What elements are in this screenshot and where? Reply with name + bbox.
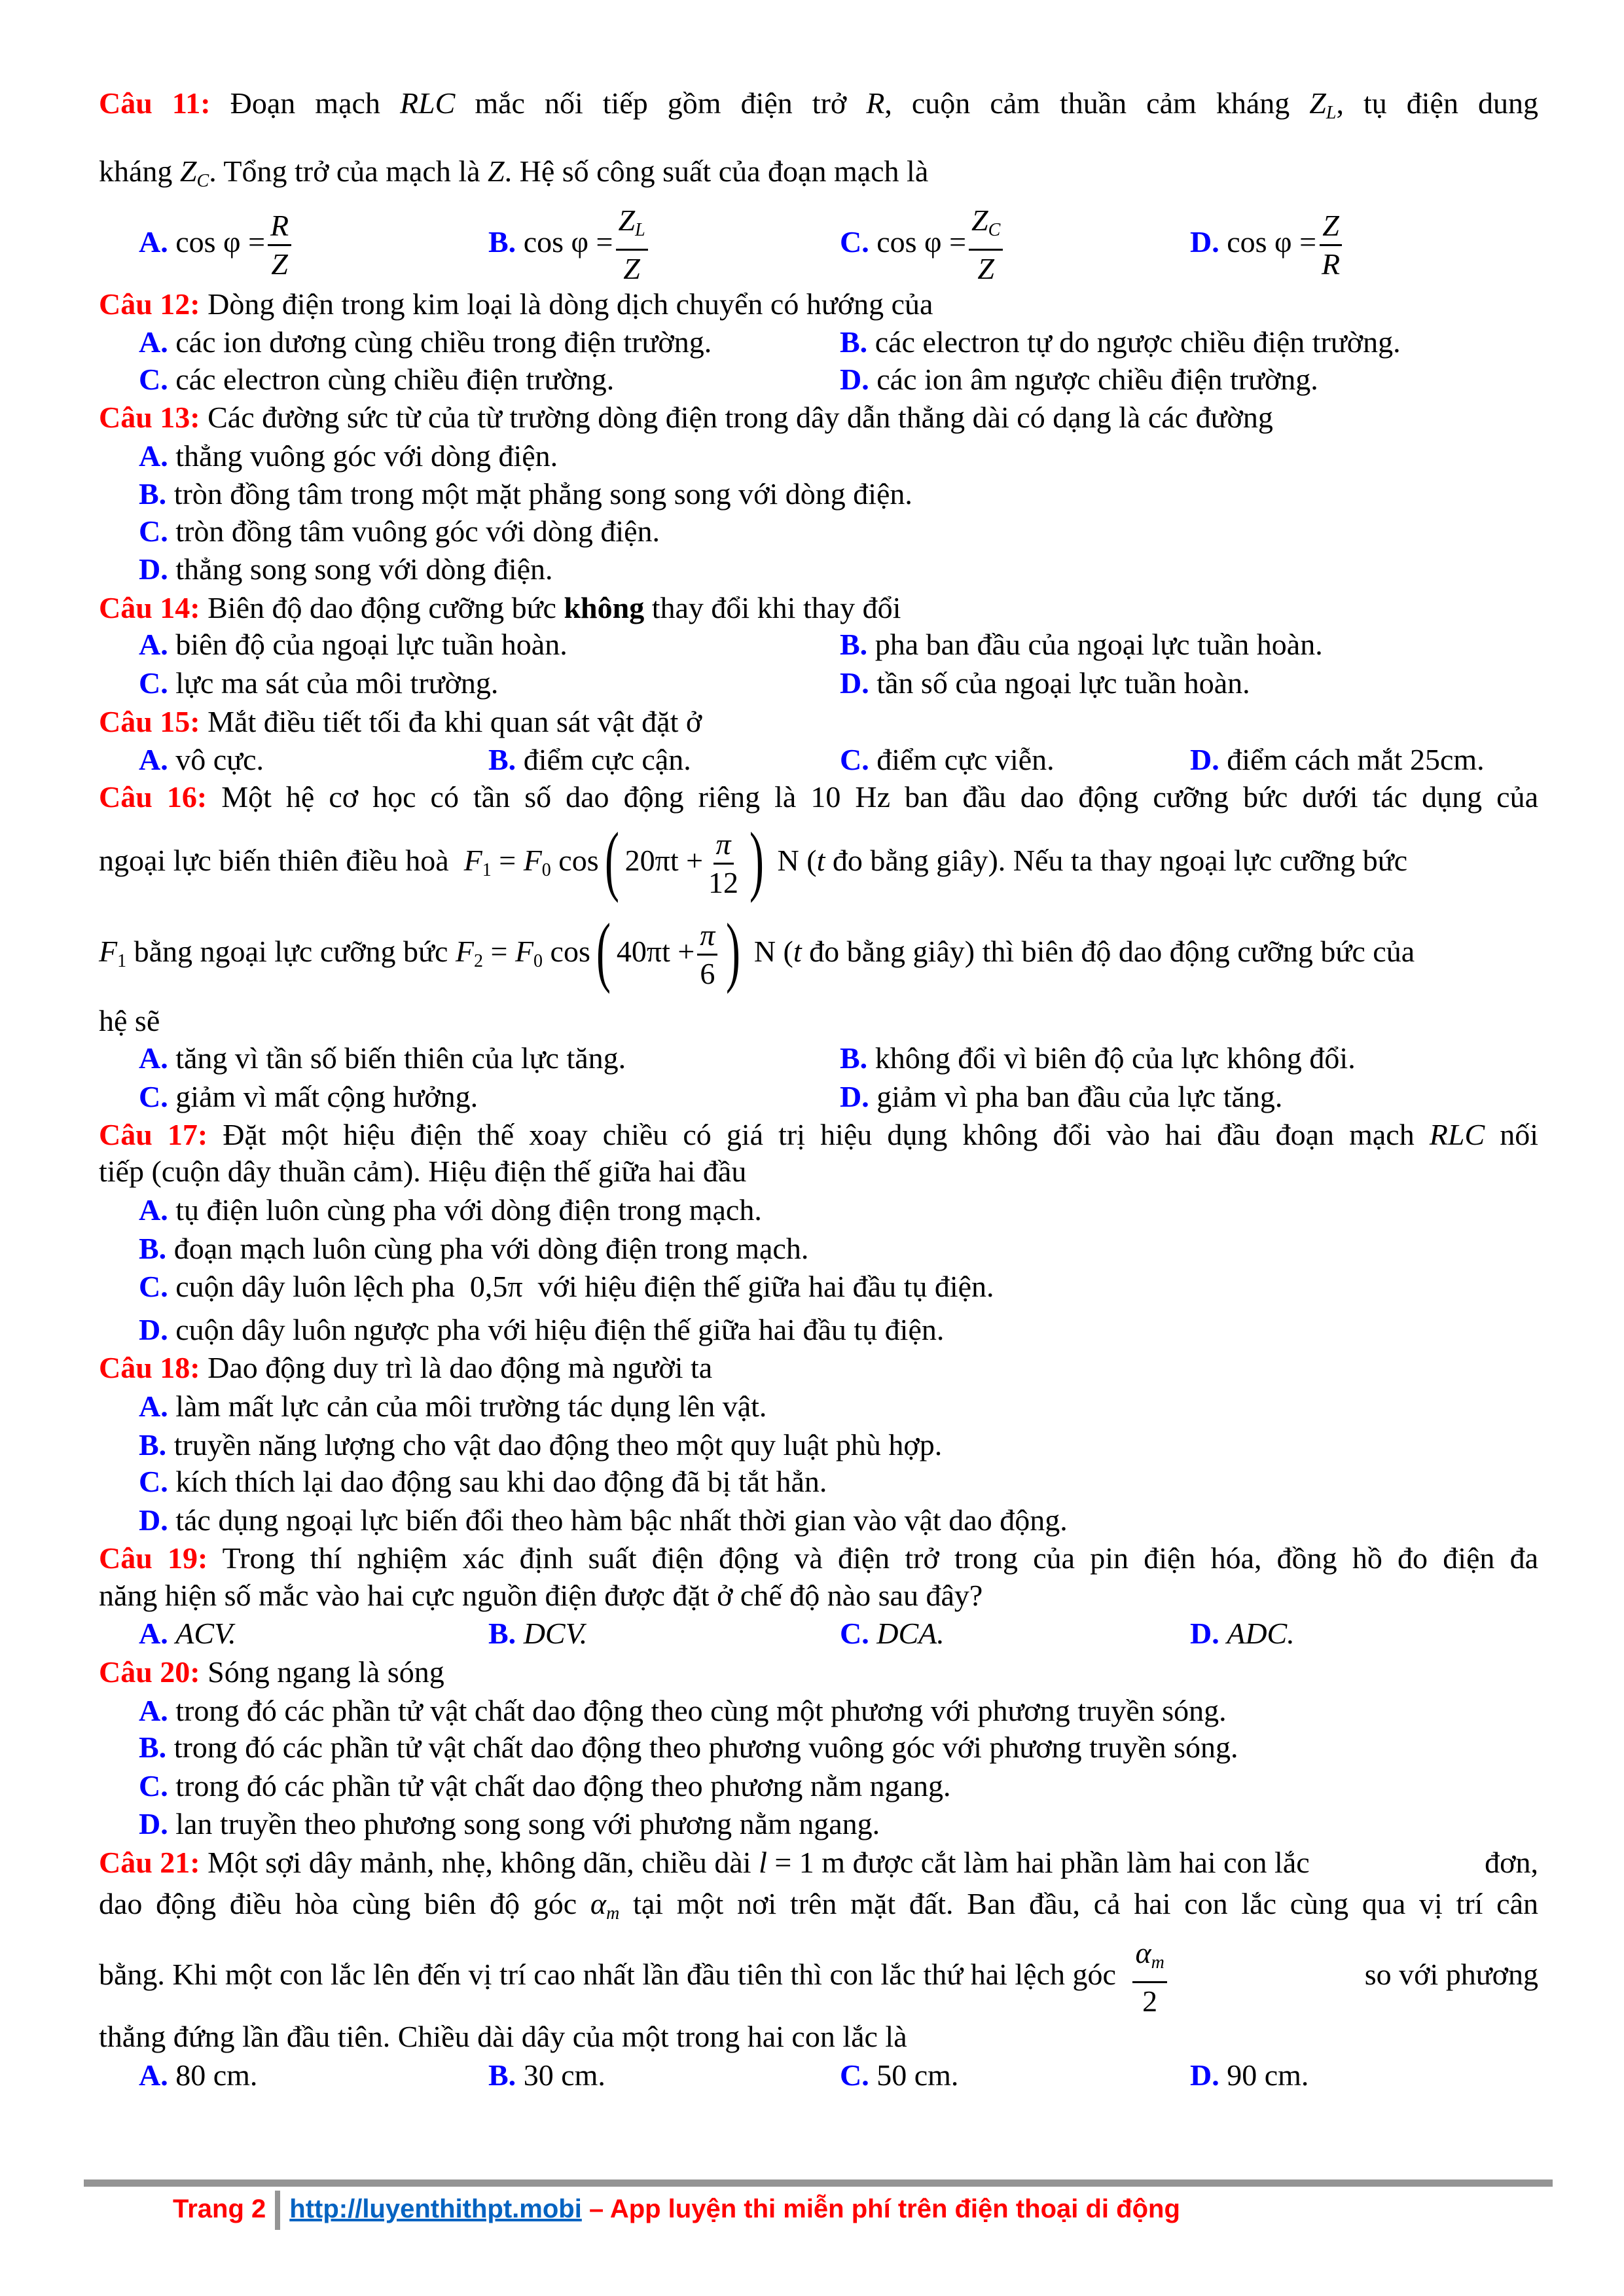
numerator: R [268,207,291,246]
paren-open: ( [604,816,619,904]
option-text: trong đó các phần tử vật chất dao động theo phương vuông góc với phương truyền sóng. [173,1731,1238,1764]
option-letter: C. [840,2058,869,2092]
option-text: làm mất lực cản của môi trường tác dụng lên vật. [175,1390,767,1423]
option-letter: A. [139,1193,168,1227]
option-letter: C. [139,1769,168,1803]
option-text: 90 cm. [1227,2058,1309,2092]
text: Biên độ dao động cưỡng bức [208,591,564,624]
math-sub: 2 [473,951,483,971]
option-letter: B. [139,1428,167,1462]
option-text: lực ma sát của môi trường. [175,666,499,700]
option-text: giảm vì mất cộng hưởng. [175,1080,478,1113]
math: = [482,935,515,968]
text: Trong thí nghiệm xác định suất điện động và điện trở trong của pin điện hóa, đồng hồ đo điện đa [222,1541,1539,1575]
math: cos φ = [175,225,266,259]
text: đơn, [1485,1846,1538,1879]
option-text: trong đó các phần tử vật chất dao động theo phương nằm ngang. [175,1769,951,1803]
option-text: giảm vì pha ban đầu của lực tăng. [876,1080,1283,1113]
footer-separator [275,2191,280,2230]
question-label: Câu 20: [99,1655,200,1689]
option-letter: C. [139,363,168,396]
q19-stem-line1 [99,1539,1538,1577]
denominator: Z [623,252,640,286]
option-b [840,323,1401,361]
option-a [139,1191,1538,1229]
denominator: Z [977,252,994,286]
text: tiếp (cuộn dây thuần cảm). Hiệu điện thế giữa hai đầu [99,1155,747,1188]
numerator: Z [971,204,988,238]
math-sub: 0 [541,860,551,880]
option-text: truyền năng lượng cho vật dao động theo một quy luật phù hợp. [173,1428,943,1462]
q12-options-row2 [139,361,1538,399]
math: cos [543,935,590,968]
option-letter: C. [139,1465,168,1498]
text: bằng. Khi một con lắc lên đến vị trí cao nhất lần đầu tiên thì con lắc thứ hai lệch góc [99,1958,1116,1991]
text: so với phương [1364,1958,1538,1991]
option-letter: D. [139,1807,168,1840]
text: N ( [777,844,817,877]
formula-f1 [463,816,770,904]
option-letter: D. [1190,2058,1219,2092]
option-letter: A. [139,1390,168,1423]
q21-stem-line4 [99,2018,1538,2056]
text: dao động điều hòa cùng biên độ góc [99,1887,590,1920]
option-text: 50 cm. [876,2058,959,2092]
q15-stem [99,703,1538,741]
question-label: Câu 12: [99,287,200,321]
option-letter: B. [139,1232,167,1265]
option-b [488,2056,605,2094]
text: , tụ điện dung [1336,86,1538,120]
option-letter: D. [840,1080,869,1113]
option-c [139,1268,1538,1306]
emphasis: không [564,591,645,624]
numerator: Z [618,204,636,238]
option-letter: D. [840,666,869,700]
option-d [1190,741,1485,779]
text: năng hiện số mắc vào hai cực nguồn điện được đặt ở chế độ nào sau đây? [99,1579,983,1612]
paren-close: ) [726,907,741,995]
q17-stem-line2 [99,1153,1538,1191]
option-letter: D. [1190,225,1219,259]
text: bằng ngoại lực cưỡng bức [126,935,456,968]
math: cos φ = [1227,225,1317,259]
math: R [866,86,885,120]
q16-options-row2 [139,1078,1538,1116]
option-c [139,512,1538,550]
q21-stem-line1 [99,1844,1538,1882]
option-d [139,550,1538,588]
option-text: không đổi vì biên độ của lực không đổi. [875,1041,1356,1075]
q16-options-row1 [139,1039,1538,1077]
math: cos φ = [523,225,613,259]
math-sub: C [988,220,1001,241]
math: F [514,935,534,968]
q15-options [139,741,1538,779]
paren-open: ( [596,907,611,995]
option-text: tăng vì tần số biến thiên của lực tăng. [175,1041,626,1075]
option-letter: C. [139,514,168,548]
option-letter: B. [840,325,868,359]
math-sub: C [196,171,209,191]
text: . Tổng trở của mạch là [209,154,488,188]
option-letter: D. [139,552,168,586]
numerator: α [1135,1936,1151,1970]
option-b [139,475,1538,513]
option-text: kích thích lại dao động sau khi dao động đã bị tắt hẳn. [175,1465,827,1498]
q21-options [139,2056,1538,2094]
text: Một sợi dây mảnh, nhẹ, không dãn, chiều dài [208,1846,759,1879]
option-text: điểm cực viễn. [876,743,1055,776]
option-text: ADC. [1227,1617,1295,1650]
option-d [139,1311,1538,1349]
numerator: π [697,917,717,956]
text: N ( [753,935,793,968]
formula-f2 [455,907,746,995]
question-label: Câu 19: [99,1541,208,1575]
math: F [523,844,542,877]
option-text: trong đó các phần tử vật chất dao động theo cùng một phương với phương truyền sóng. [175,1694,1227,1727]
option-a [139,196,294,288]
option-letter: A. [139,1617,168,1650]
option-d [840,664,1250,702]
option-text: các electron tự do ngược chiều điện trường. [875,325,1401,359]
q17-stem-line1 [99,1116,1538,1154]
denominator: R [1322,247,1341,281]
option-b [840,626,1323,664]
text: = 1 m được cắt làm hai phần làm hai con lắc [767,1846,1310,1879]
option-d [840,1078,1282,1116]
question-label: Câu 18: [99,1351,200,1384]
math: l [759,1846,767,1879]
website-link[interactable]: http://luyenthithpt.mobi [289,2195,582,2223]
question-label: Câu 15: [99,705,200,738]
denominator: 2 [1142,1984,1158,2018]
question-label: Câu 11: [99,86,211,120]
paren-close: ) [749,816,765,904]
text: thẳng đứng lần đầu tiên. Chiều dài dây của một trong hai con lắc là [99,2020,907,2053]
option-text: 80 cm. [175,2058,258,2092]
math-sub: L [635,220,645,241]
option-letter: A. [139,743,168,776]
q14-stem [99,589,1538,627]
question-label: Câu 13: [99,401,200,434]
option-text: DCV. [523,1617,588,1650]
option-letter: B. [139,477,167,511]
math: cos φ = [876,225,967,259]
option-text: với hiệu điện thế giữa hai đầu tụ điện. [522,1270,994,1303]
option-letter: D. [139,1503,168,1537]
option-letter: C. [139,1270,168,1303]
option-letter: B. [840,628,868,661]
math-sub: 1 [482,860,492,880]
question-label: Câu 16: [99,780,208,814]
option-letter: D. [1190,1617,1219,1650]
option-text: DCA. [876,1617,945,1650]
q11-stem-line2 [99,152,1538,190]
option-letter: A. [139,225,168,259]
option-d [139,1805,1538,1843]
option-text: lan truyền theo phương song song với phương nằm ngang. [175,1807,880,1840]
option-a [139,741,264,779]
text: Dòng điện trong kim loại là dòng dịch chuyển có hướng của [208,287,933,321]
option-text: đoạn mạch luôn cùng pha với dòng điện trong mạch. [173,1232,809,1265]
option-letter: A. [139,628,168,661]
math: Z [488,154,505,188]
option-a [139,626,568,664]
option-d [1190,2056,1308,2094]
math: cos [550,844,599,877]
option-b [139,1426,1538,1464]
option-a [139,1039,626,1077]
text: Đoạn mạch [230,86,400,120]
option-text: cuộn dây luôn ngược pha với hiệu điện thế giữa hai đầu tụ điện. [175,1313,945,1346]
option-c [139,1767,1538,1805]
option-d [840,361,1318,399]
text: . Hệ số công suất của đoạn mạch là [504,154,929,188]
option-a [139,1615,236,1653]
option-b [139,1729,1538,1767]
option-text: tròn đồng tâm vuông góc với dòng điện. [175,514,660,548]
option-text: các electron cùng chiều điện trường. [175,363,615,396]
page-footer [173,2189,1180,2229]
option-letter: B. [840,1041,868,1075]
option-letter: B. [488,2058,516,2092]
text: , cuộn cảm thuần cảm kháng [884,86,1310,120]
option-letter: D. [139,1313,168,1346]
math: Z [1309,86,1326,120]
math-sub: 1 [117,951,127,971]
option-c [139,664,498,702]
question-label: Câu 21: [99,1846,200,1879]
option-letter: C. [139,1080,168,1113]
option-letter: A. [139,325,168,359]
option-a [139,323,712,361]
option-letter: B. [488,1617,516,1650]
q21-stem-line3 [99,1929,1538,2020]
question-label: Câu 17: [99,1118,208,1151]
option-text: tròn đồng tâm trong một mặt phẳng song song với dòng điện. [173,477,912,511]
text: Các đường sức từ của từ trường dòng điện trong dây dẫn thẳng dài có dạng là các đường [208,401,1273,434]
option-letter: D. [840,363,869,396]
q16-stem-line3 [99,906,1538,997]
option-text: tác dụng ngoại lực biến đổi theo hàm bậc nhất thời gian vào vật dao động. [175,1503,1068,1537]
option-text: ACV. [175,1617,236,1650]
option-letter: C. [840,743,869,776]
option-letter: B. [139,1731,167,1764]
option-letter: D. [1190,743,1219,776]
option-text: tụ điện luôn cùng pha với dòng điện trong mạch. [175,1193,762,1227]
math-sub: L [1326,103,1337,123]
numerator: π [713,826,734,865]
option-text: điểm cách mắt 25cm. [1227,743,1485,776]
option-letter: B. [488,743,516,776]
math: t [793,935,802,968]
text: ngoại lực biến thiên điều hoà [99,844,449,877]
math-sub: 0 [533,951,543,971]
text: tại một nơi trên mặt đất. Ban đầu, cả hai con lắc cùng qua vị trí cân [619,1887,1538,1920]
text: nối [1485,1118,1539,1151]
option-letter: A. [139,1041,168,1075]
option-text: các ion dương cùng chiều trong điện trường. [175,325,712,359]
page-number: Trang 2 [173,2195,266,2223]
text: Sóng ngang là sóng [208,1655,444,1689]
footer-divider [84,2179,1553,2187]
text: thay đổi khi thay đổi [644,591,901,624]
math: F [99,935,118,968]
q11-stem-line1 [99,84,1538,122]
option-c [139,1078,478,1116]
footer-tagline: – App luyện thi miễn phí trên điện thoại di động [581,2195,1180,2223]
math: F [455,935,474,968]
option-letter: A. [139,2058,168,2092]
q18-stem [99,1349,1538,1387]
math-sub: m [606,1903,620,1924]
option-text: điểm cực cận. [523,743,691,776]
q12-options-row1 [139,323,1538,361]
option-text: thẳng vuông góc với dòng điện. [175,439,558,473]
text: hệ sẽ [99,1004,160,1037]
q13-stem [99,399,1538,437]
q19-options [139,1615,1538,1653]
option-c [139,1463,1538,1501]
option-text: vô cực. [175,743,264,776]
option-letter: C. [139,666,168,700]
denominator: 6 [700,956,715,990]
option-text: 30 cm. [523,2058,605,2092]
option-letter: A. [139,1694,168,1727]
math: α [590,1887,607,1920]
option-a [139,1388,1538,1426]
math: 40πt + [616,935,695,968]
q16-stem-line2 [99,815,1538,906]
math: Z [179,154,197,188]
option-text: cuộn dây luôn lệch pha [175,1270,470,1303]
q20-stem [99,1653,1538,1691]
option-text: thẳng song song với dòng điện. [175,552,553,586]
q12-stem [99,285,1538,323]
option-c [139,361,614,399]
option-a [139,437,1538,475]
option-a [139,1692,1538,1730]
option-letter: C. [840,1617,869,1650]
text: mắc nối tiếp gồm điện trở [455,86,867,120]
option-letter: B. [488,225,516,259]
option-c [840,1615,945,1653]
math: RLC [399,86,456,120]
text: Dao động duy trì là dao động mà người ta [208,1351,713,1384]
option-b [139,1230,1538,1268]
denominator: Z [271,247,288,281]
option-b [488,196,651,288]
text: Đặt một hiệu điện thế xoay chiều có giá trị hiệu dụng không đổi vào hai đầu đoạn mạch [223,1118,1430,1151]
option-d [1190,1615,1295,1653]
text: Một hệ cơ học có tần số dao động riêng là 10 Hz ban đầu dao động cưỡng bức dưới tác dụng của [221,780,1539,814]
q21-stem-line2 [99,1885,1538,1923]
math: t [816,844,825,877]
q16-stem-line4 [99,1002,1538,1040]
option-b [488,1615,587,1653]
math: F [463,844,482,877]
math: 20πt + [624,844,704,877]
option-d [1190,196,1345,288]
text: Mắt điều tiết tối đa khi quan sát vật đặt ở [208,705,702,738]
option-c [840,2056,958,2094]
denominator: 12 [708,865,739,899]
option-d [139,1501,1538,1539]
q11-options [139,196,1538,288]
option-b [488,741,691,779]
q16-stem-line1 [99,778,1538,816]
option-c [840,741,1055,779]
q19-stem-line2 [99,1577,1538,1615]
option-text: tần số của ngoại lực tuần hoàn. [876,666,1250,700]
math: = [491,844,524,877]
text: đo bằng giây) thì biên độ dao động cưỡng bức của [801,935,1415,968]
option-letter: C. [840,225,869,259]
text: kháng [99,154,180,188]
option-text: biên độ của ngoại lực tuần hoàn. [175,628,568,661]
math: 0,5π [469,1270,523,1303]
option-c [840,196,1005,288]
option-a [139,2056,257,2094]
q14-options-row1 [139,626,1538,664]
option-text: pha ban đầu của ngoại lực tuần hoàn. [875,628,1323,661]
numerator: Z [1320,207,1342,246]
question-label: Câu 14: [99,591,200,624]
option-b [840,1039,1356,1077]
q14-options-row2 [139,664,1538,702]
math-sub: m [1151,1952,1164,1973]
math: RLC [1429,1118,1485,1151]
option-text: các ion âm ngược chiều điện trường. [876,363,1318,396]
option-letter: A. [139,439,168,473]
text: đo bằng giây). Nếu ta thay ngoại lực cưỡng bức [825,844,1408,877]
